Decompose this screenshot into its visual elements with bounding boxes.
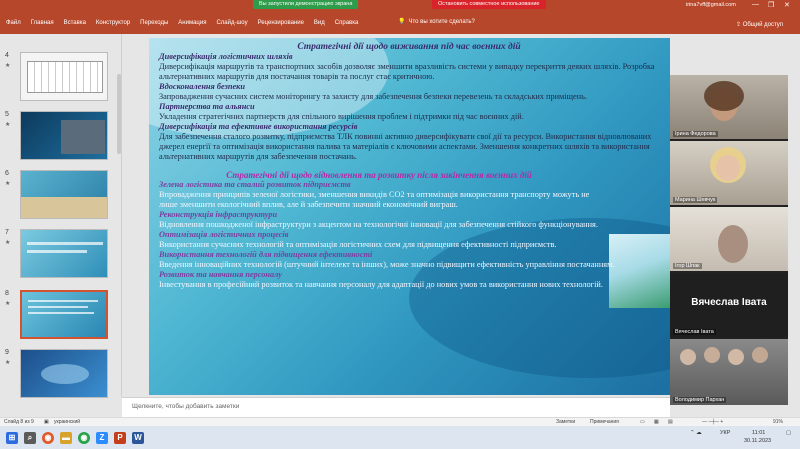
section-text: Відновлення пошкодженої інфраструктури з акцентом на технологічні інновації для забезпечення стійкого функціонування. (159, 220, 598, 229)
participant-name: Ірина Федорова (675, 131, 716, 137)
screen-share-banner: Вы запустили демонстрацию экрана (253, 0, 358, 9)
tab-insert[interactable]: Вставка (63, 20, 86, 26)
section-text: Запровадження сучасних систем моніторингу та захисту для забезпечення безпеки перевезень та складських приміщень. (159, 92, 587, 101)
section-heading: Реконструкція інфраструктури (159, 210, 278, 219)
network-icon[interactable]: ⌃ ☁ (690, 430, 702, 436)
tell-me-label: Что вы хотите сделать? (408, 18, 475, 25)
slide-thumbnail[interactable] (20, 52, 108, 101)
spellcheck-icon[interactable]: ▣ (44, 419, 49, 425)
taskbar (0, 426, 800, 449)
tab-home[interactable]: Главная (30, 20, 54, 26)
section-text: Інвестування в професійний розвиток та навчання персоналу для адаптації до нових умов та використання нових технологій. (159, 280, 603, 289)
zoom-level[interactable]: 91% (773, 419, 784, 425)
star-icon: ★ (5, 63, 11, 69)
reading-view-icon[interactable]: ▤ (668, 419, 673, 425)
section-text: Використання сучасних технологій та оптимізація логістичних схем для підвищення ефективності підприємств. (159, 240, 557, 249)
star-icon: ★ (5, 122, 11, 128)
close-icon[interactable]: ✕ (784, 2, 790, 9)
search-icon[interactable]: ⌕ (24, 432, 36, 444)
chrome-icon[interactable]: ◉ (42, 432, 54, 444)
language-indicator[interactable]: украинский (54, 419, 81, 425)
current-slide[interactable] (149, 38, 670, 395)
notes-pane[interactable] (122, 397, 670, 417)
section-heading: Партнерства та альянси (159, 102, 255, 111)
video-call-panel (670, 75, 788, 405)
share-label: Общий доступ (742, 22, 784, 28)
slide-content (159, 42, 670, 290)
participant-tile[interactable] (670, 273, 788, 337)
slide-thumbnails-pane (0, 34, 122, 397)
slide-thumbnail-active[interactable] (20, 290, 108, 339)
section-text: Для забезпечення сталого розвитку, підприємства ТЛК повинні активно диверсифікувати свої дії та ресурси. Використання відновлюваних джерел енергії та оптимізація використання палива та матеріалів є ключовими аспектами. Зменшення конкретних шляхів та використання альтернативних маршрутів для забезпечення постачань. (159, 132, 652, 161)
participant-name: Марина Шевчук (675, 197, 716, 203)
tab-animations[interactable]: Анимация (178, 20, 207, 26)
thumbnail-number: 7 (5, 229, 9, 236)
keyboard-language[interactable]: УКР (720, 430, 731, 436)
tab-view[interactable]: Вид (313, 20, 325, 26)
slide-thumbnail[interactable] (20, 111, 108, 160)
clock-date[interactable]: 30.11.2023 (744, 438, 772, 444)
thumbnail-number: 6 (5, 170, 9, 177)
tab-transitions[interactable]: Переходы (140, 20, 169, 26)
tab-review[interactable]: Рецензирование (257, 20, 304, 26)
slide-thumbnail[interactable] (20, 229, 108, 278)
word-icon[interactable]: W (132, 432, 144, 444)
participant-tile[interactable] (670, 339, 788, 405)
notifications-icon[interactable]: ▢ (786, 430, 792, 436)
slide-counter: Слайд 8 из 9 (4, 419, 34, 425)
participant-name: Володимир Пархан (675, 397, 725, 403)
lightbulb-icon: 💡 (398, 19, 406, 25)
tell-me-search[interactable] (398, 18, 475, 25)
comments-button[interactable]: Примечания (590, 419, 619, 425)
restore-icon[interactable]: ❐ (768, 2, 775, 9)
thumbnail-number: 8 (5, 290, 9, 297)
section-heading: Розвиток та навчання персоналу (159, 270, 282, 279)
section-text: Впровадження принципів зеленої логістики, зменшення викидів СО2 та оптимізація використання транспорту можуть не лише зменшити екологічний вплив, але й забезпечити значний економічний виграш. (159, 190, 590, 209)
participant-tile[interactable] (670, 75, 788, 139)
file-explorer-icon[interactable]: ▬ (62, 433, 70, 442)
windows-start-icon[interactable]: ⊞ (6, 432, 18, 444)
star-icon: ★ (5, 360, 11, 366)
section-heading: Диверсифікація логістичних шляхів (159, 52, 293, 61)
powerpoint-icon[interactable]: P (114, 432, 126, 444)
stop-sharing-button[interactable]: Остановить совместное использование (432, 0, 546, 9)
section-text: Введення інноваційних технологій (штучний інтелект та інших), може значно підвищити ефективність управління постачанням. (159, 260, 615, 269)
slide-thumbnail[interactable] (20, 170, 108, 219)
star-icon: ★ (5, 181, 11, 187)
thumbnail-number: 4 (5, 52, 9, 59)
section-text: Укладення стратегічних партнерств для спільного вирішення проблем і підтримки під час воєнних дій. (159, 112, 524, 121)
section-text: Диверсифікація маршрутів та транспортних засобів дозволяє зменшити вразливість системи у випадку перекриття деяких шляхів. Розробка альтернативних маршрутів для постачання товарів та послуг стає критичною. (159, 62, 655, 81)
participant-name: Ігор Шпак (675, 263, 700, 269)
notes-button[interactable]: Заметки (556, 419, 576, 425)
section-heading: Диверсифікація та ефективне використання ресурсів (159, 122, 358, 131)
ribbon (0, 0, 800, 34)
slide-subtitle: Стратегічні дії щодо відновлення та розвитку після закінчення воєнних дій (226, 170, 532, 180)
tab-file[interactable]: Файл (6, 20, 21, 26)
section-heading: Оптимізація логістичних процесів (159, 230, 289, 239)
slide-thumbnail[interactable] (20, 349, 108, 398)
share-icon: ⇪ (736, 22, 742, 28)
tab-help[interactable]: Справка (334, 20, 359, 26)
participant-name: Вячеслав Івата (675, 329, 714, 335)
sorter-view-icon[interactable]: ▦ (654, 419, 659, 425)
notes-placeholder: Щелкните, чтобы добавить заметки (132, 403, 240, 410)
slide-title: Стратегічні дії щодо виживання під час воєнних дій (297, 42, 521, 52)
participant-tile[interactable] (670, 207, 788, 271)
share-button[interactable] (736, 21, 783, 28)
clock-time[interactable]: 11:01 (752, 430, 766, 436)
section-heading: Використання технологій для підвищення ефективності (159, 250, 373, 259)
browser-icon[interactable]: ◉ (78, 432, 90, 444)
ribbon-tabs (6, 20, 358, 26)
zoom-app-icon[interactable]: Z (96, 432, 108, 444)
zoom-slider[interactable]: — ─┼─ + (702, 419, 724, 425)
tab-slideshow[interactable]: Слайд-шоу (216, 20, 248, 26)
user-email: irina7vff@gmail.com (686, 2, 736, 8)
normal-view-icon[interactable]: ▭ (640, 419, 645, 425)
status-bar (0, 417, 800, 426)
section-heading: Зелена логістика та сталий розвиток підприємств (159, 180, 351, 189)
star-icon: ★ (5, 301, 11, 307)
minimize-icon[interactable]: — (752, 1, 759, 8)
thumbnail-number: 5 (5, 111, 9, 118)
participant-tile[interactable] (670, 141, 788, 205)
star-icon: ★ (5, 240, 11, 246)
participant-big-name: Вячеслав Івата (691, 297, 767, 308)
thumbnail-number: 9 (5, 349, 9, 356)
section-heading: Вдосконалення безпеки (159, 82, 245, 91)
tab-design[interactable]: Конструктор (95, 20, 131, 26)
thumbnails-scrollbar[interactable] (117, 74, 121, 154)
